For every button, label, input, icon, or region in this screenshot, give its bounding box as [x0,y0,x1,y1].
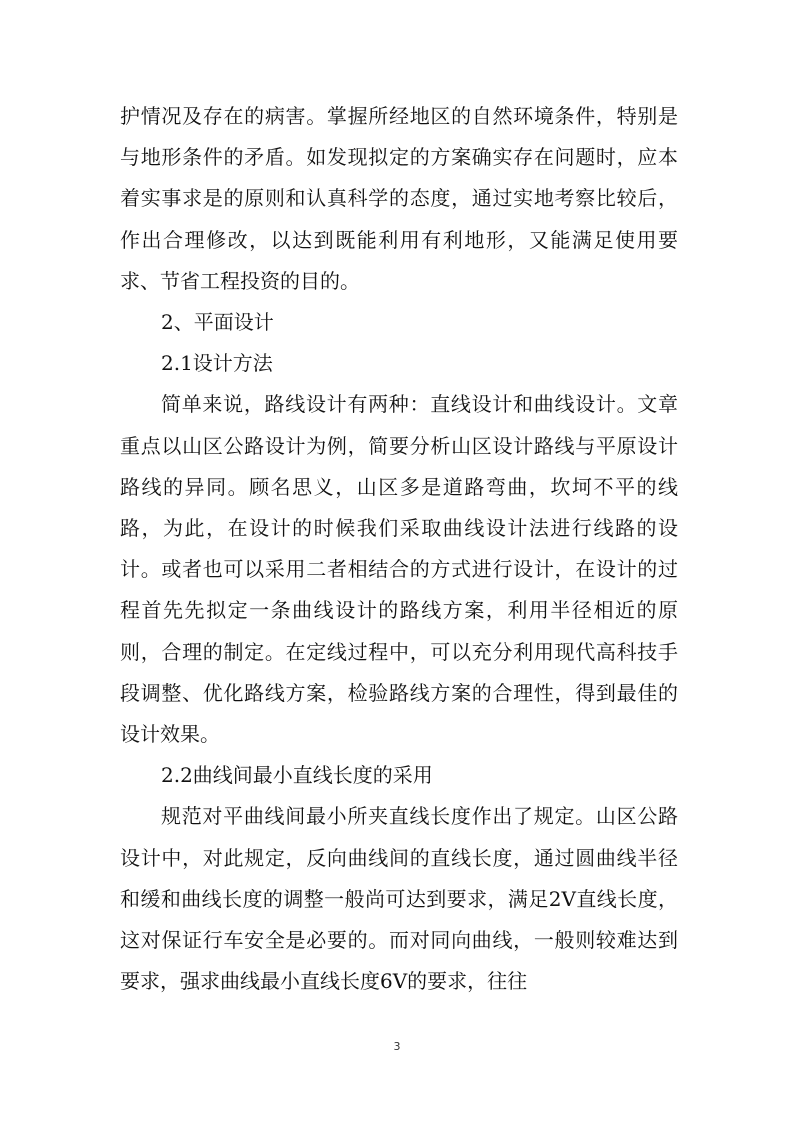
subsection-heading-design-method: 2.1设计方法 [161,351,273,376]
paragraph-design-method: 简单来说，路线设计有两种：直线设计和曲线设计。文章重点以山区公路设计为例，简要分析山区设计路线与平原设计路线的异同。顾名思义，山区多是道路弯曲，坎坷不平的线路，为此，在设计的时候我们采取曲线设计法进行线路的设计。或者也可以采用二者相结合的方式进行设计，在设计的过程首先先拟定一条曲线设计的路线方案，利用半径相近的原则，合理的制定。在定线过程中，可以充分利用现代高科技手段调整、优化路线方案，检验路线方案的合理性，得到最佳的设计效果。 [120,392,678,747]
page-number: 3 [393,1040,401,1053]
paragraph-min-straight-length: 规范对平曲线间最小所夹直线长度作出了规定。山区公路设计中，对此规定，反向曲线间的直线长度，通过圆曲线半径和缓和曲线长度的调整一般尚可达到要求，满足2V直线长度，这对保证行车安全是必要的。而对同向曲线，一般则较难达到要求，强求曲线最小直线长度6V的要求，往往 [120,804,678,994]
paragraph-continued: 护情况及存在的病害。掌握所经地区的自然环境条件，特别是与地形条件的矛盾。如发现拟定的方案确实存在问题时，应本着实事求是的原则和认真科学的态度，通过实地考察比较后，作出合理修改，以达到既能利用有利地形，又能满足使用要求、节省工程投资的目的。 [120,104,678,293]
page-body [120,96,678,1002]
section-heading-plan-design: 2、平面设计 [161,310,274,335]
subsection-heading-min-straight-length: 2.2曲线间最小直线长度的采用 [161,763,433,788]
